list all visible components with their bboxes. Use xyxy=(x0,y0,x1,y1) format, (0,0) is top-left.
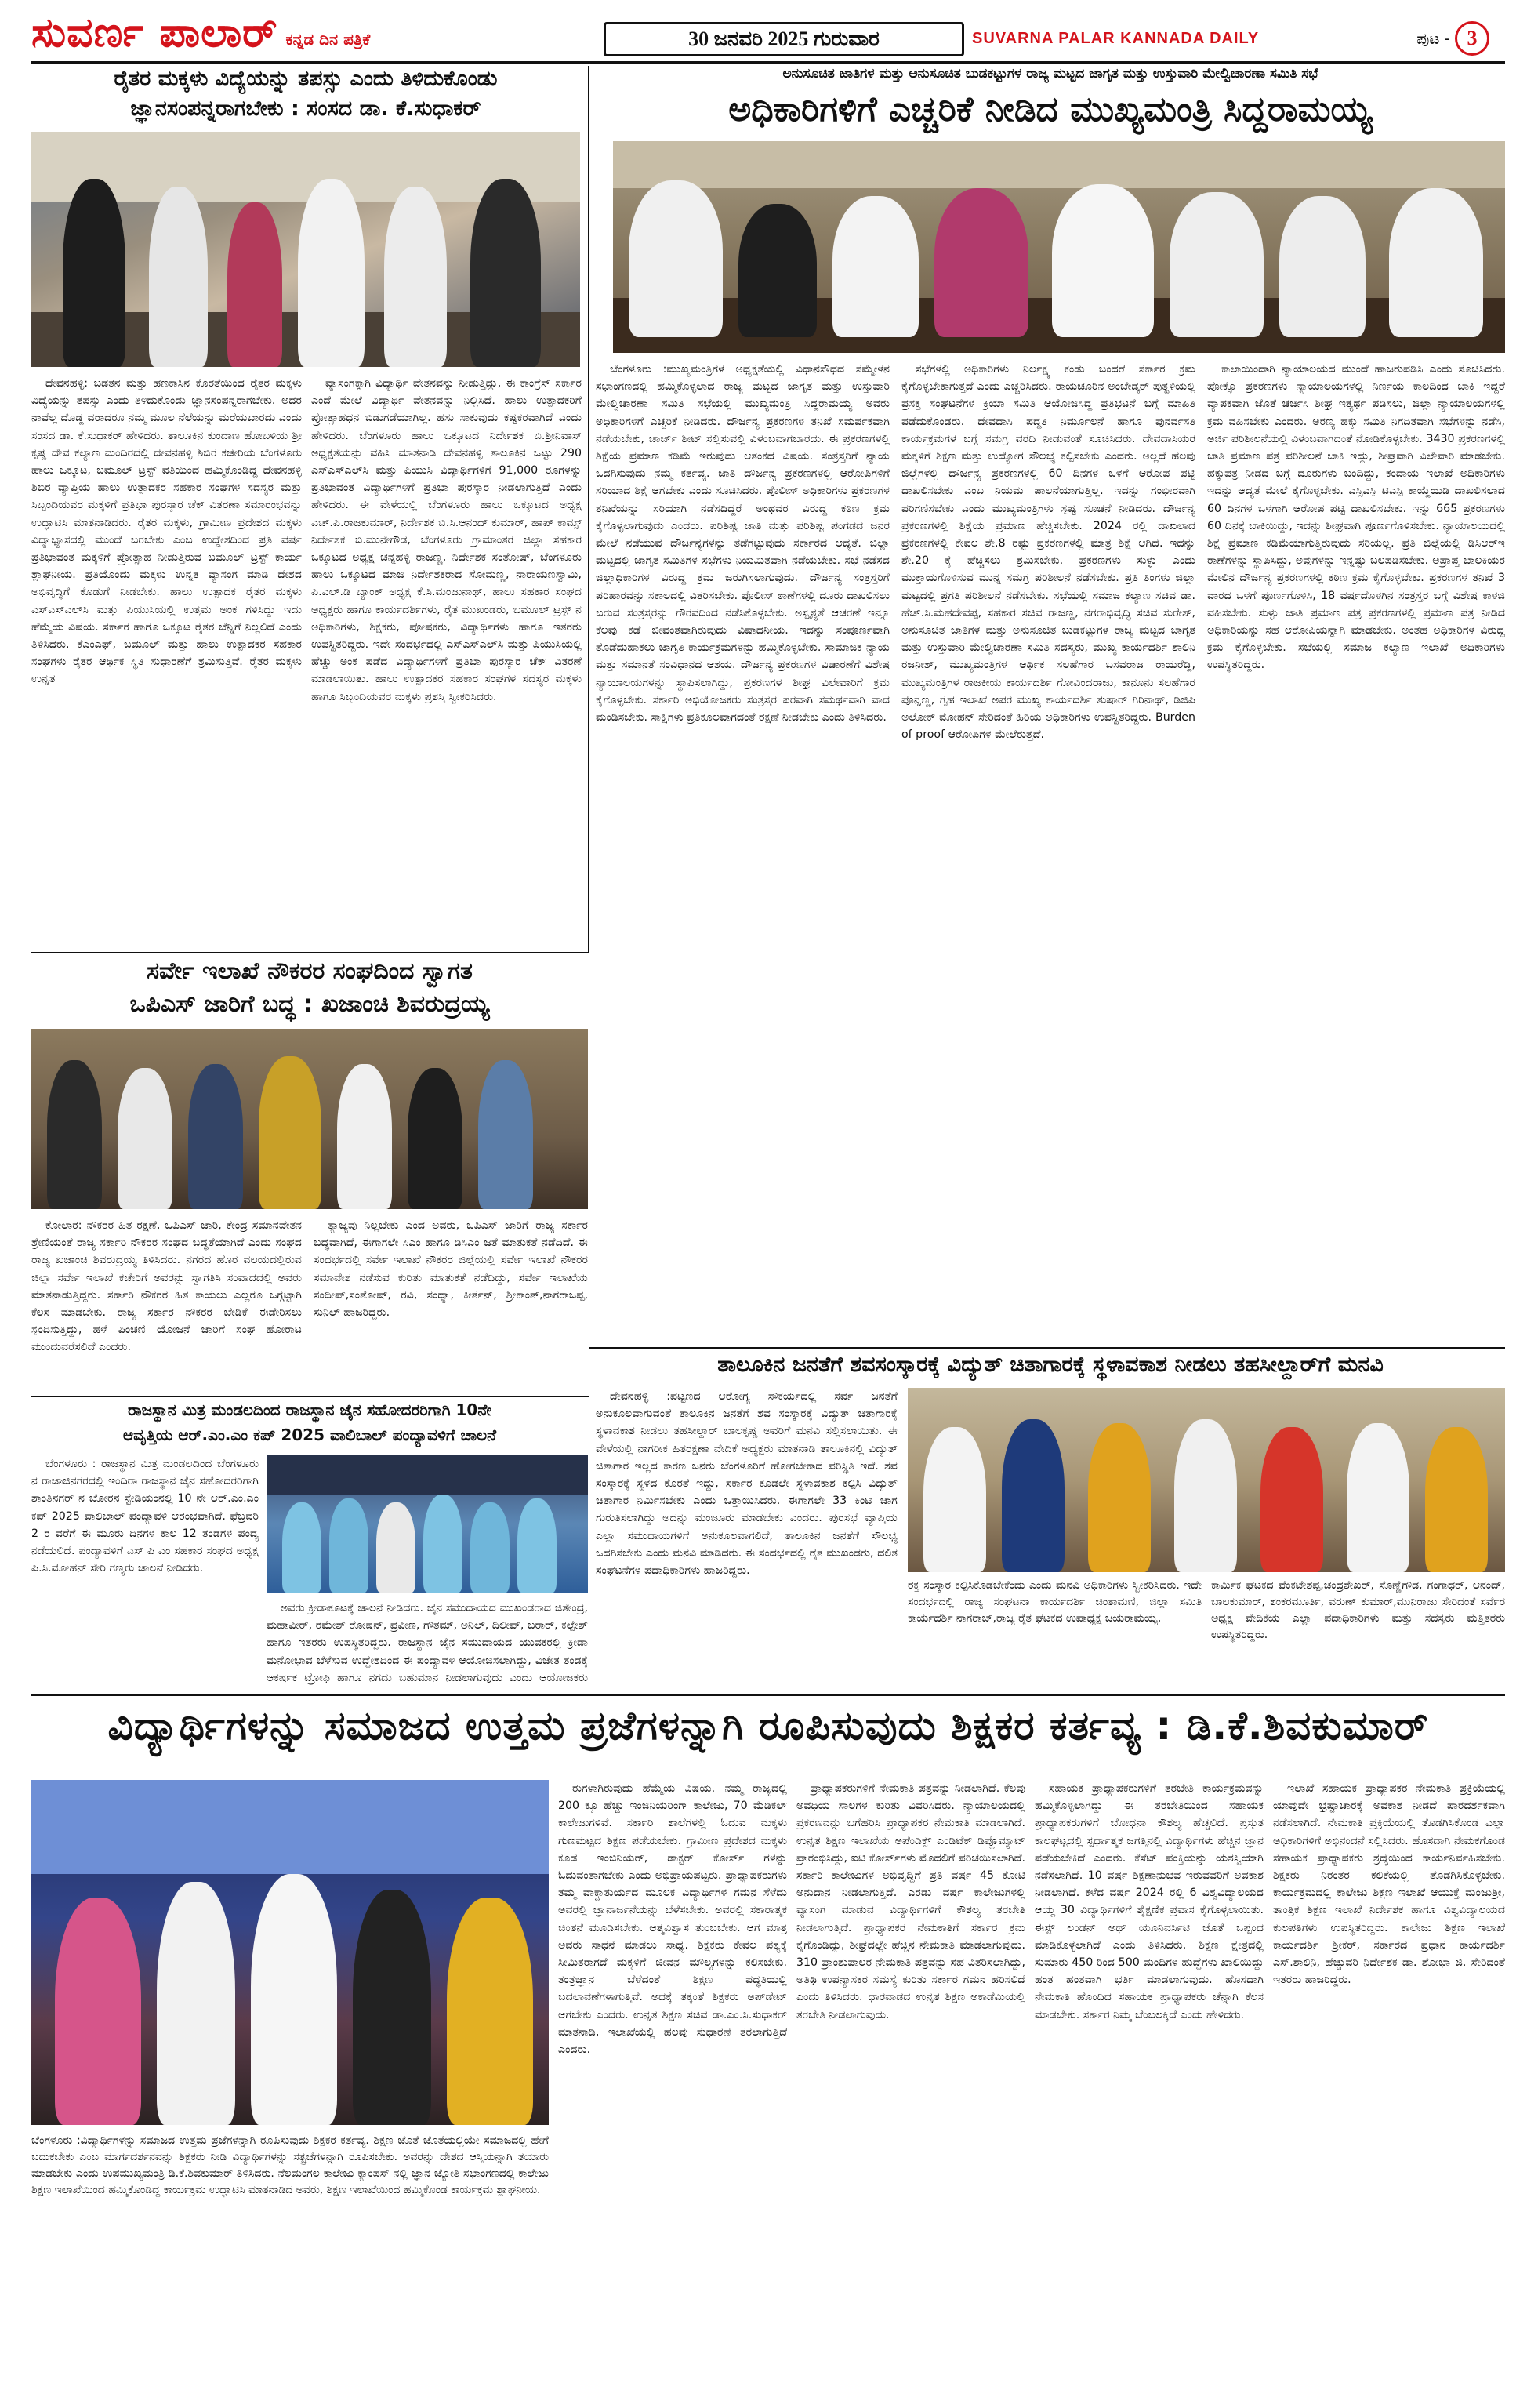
story1-photo xyxy=(31,132,580,367)
story6-photo xyxy=(31,1780,549,2125)
story4-photo xyxy=(267,1455,588,1593)
section-rule xyxy=(31,1396,589,1397)
story1-column-2: ವ್ಯಾಸಂಗಕ್ಕಾಗಿ ವಿದ್ಯಾರ್ಥಿ ವೇತನವನ್ನು ನೀಡುತ್ತಿದ್ದು, ಈ ಕಾಂಗ್ರೆಸ್ ಸರ್ಕಾರ ಎಂದೆ ಮೇಲೆ ವಿದ್ಯಾರ್ಥಿ ವೇತನವನ್ನು ನಿಲ್ಲಿಸಿದೆ. ಹಾಲು ಉತ್ಪಾದಕರಿಗೆ ಪ್ರೋತ್ಸಾಹಧನ ಬಿಡುಗಡೆಯಾಗಿಲ್ಲ. ಹಸು ಸಾಕುವುದು ಕಷ್ಟಕರವಾಗಿದೆ ಎಂದು ಹೇಳಿದರು. ಬೆಂಗಳೂರು ಹಾಲು ಒಕ್ಕೂಟದ ನಿರ್ದೇಶಕ ಬಿ.ಶ್ರೀನಿವಾಸ್ ಅಧ್ಯಕ್ಷತೆಯನ್ನು ವಹಿಸಿ ಮಾತನಾಡಿ ದೇವನಹಳ್ಳಿ ತಾಲೂಕಿನ ಒಟ್ಟು 290 ಎಸ್ಎಸ್ಎಲ್‌ಸಿ ಮತ್ತು ಪಿಯುಸಿ ವಿದ್ಯಾರ್ಥಿಗಳಿಗೆ 91,000 ರೂಗಳನ್ನು ಪ್ರತಿಭಾವಂತ ವಿದ್ಯಾರ್ಥಿಗಳಿಗೆ ಪ್ರತಿಭಾ ಪುರಸ್ಕಾರ ನೀಡಲಾಗುತ್ತಿದೆ ಎಂದು ಹೇಳಿದರು. ಈ ವೇಳೆಯಲ್ಲಿ ಬೆಂಗಳೂರು ಹಾಲು ಒಕ್ಕೂಟದ ಅಧ್ಯಕ್ಷ ಎಚ್.ಪಿ.ರಾಜಕುಮಾರ್, ನಿರ್ದೇಶಕ ಬಿ.ಸಿ.ಆನಂದ್ ಕುಮಾರ್, ಹಾಪ್ ಕಾಮ್ಸ್ ನಿರ್ದೇಶಕ ಬಿ.ಮುನೇಗೌಡ, ಬೆಂಗಳೂರು ಗ್ರಾಮಾಂತರ ಜಿಲ್ಲಾ ಸಹಕಾರ ಒಕ್ಕೂಟದ ಅಧ್ಯಕ್ಷ ಚನ್ನಹಳ್ಳಿ ರಾಜಣ್ಣ, ನಿರ್ದೇಶಕ ಸಂತೋಷ್, ಬೆಂಗಳೂರು ಹಾಲು ಒಕ್ಕೂಟದ ಮಾಜಿ ನಿರ್ದೇಶಕರಾದ ಸೋಮಣ್ಣ, ನಾರಾಯಣಸ್ವಾಮಿ, ಪಿ.ಎಲ್.ಡಿ ಬ್ಯಾಂಕ್ ಅಧ್ಯಕ್ಷ ಕೆ.ಸಿ.ಮಂಜುನಾಥ್, ಹಾಲು ಸಹಕಾರ ಸಂಘದ ಅಧ್ಯಕ್ಷರು ಹಾಗೂ ಕಾರ್ಯದರ್ಶಿಗಳು, ರೈತ ಮುಖಂಡರು, ಬಮೂಲ್ ಟ್ರಸ್ಟ್ ನ ಅಧಿಕಾರಿಗಳು, ಶಿಕ್ಷಕರು, ಪೋಷಕರು, ವಿದ್ಯಾರ್ಥಿಗಳು ಹಾಗೂ ಇತರರು ಉಪಸ್ಥಿತರಿದ್ದರು. ಇದೇ ಸಂದರ್ಭದಲ್ಲಿ ಎಸ್ಎಸ್ಎಲ್‌ಸಿ ಮತ್ತು ಪಿಯುಸಿಯಲ್ಲಿ ಹೆಚ್ಚು ಅಂಕ ಪಡೆದ ವಿದ್ಯಾರ್ಥಿಗಳಿಗೆ ಪ್ರತಿಭಾ ಪುರಸ್ಕಾರ ಚೆಕ್ ವಿತರಣೆ ಮಾಡಲಾಯಿತು. ಹಾಲು ಉತ್ಪಾದಕರ ಸಹಕಾರ ಸಂಘಗಳ ಸದಸ್ಯರ ಮಕ್ಕಳು ಹಾಗೂ ಸಿಬ್ಬಂದಿಯವರ ಮಕ್ಕಳು ಪ್ರಶಸ್ತಿ ಸ್ವೀಕರಿಸಿದರು. xyxy=(311,377,582,703)
story6-column-1: ರುಗಳಾಗಿರುವುದು ಹೆಮ್ಮೆಯ ವಿಷಯ. ನಮ್ಮ ರಾಜ್ಯದಲ್ಲಿ 200 ಕ್ಕೂ ಹೆಚ್ಚು ಇಂಜಿನಿಯರಿಂಗ್ ಕಾಲೇಜು, 70 ಮೆಡಿಕಲ್ ಕಾಲೇಜುಗಳಿವೆ. ಸರ್ಕಾರಿ ಶಾಲೆಗಳಲ್ಲಿ ಓದುವ ಮಕ್ಕಳು ಗುಣಮಟ್ಟದ ಶಿಕ್ಷಣ ಪಡೆಯಬೇಕು. ಗ್ರಾಮೀಣ ಪ್ರದೇಶದ ಮಕ್ಕಳು ಕೂಡ ಇಂಜಿನಿಯರ್, ಡಾಕ್ಟರ್ ಕೋರ್ಸ್ ಗಳನ್ನು ಓದುವಂತಾಗಬೇಕು ಎಂದು ಅಭಿಪ್ರಾಯಪಟ್ಟರು. ಪ್ರಾಧ್ಯಾಪಕರುಗಳು ತಮ್ಮ ವಾಕ್ಚಾತುರ್ಯದ ಮೂಲಕ ವಿದ್ಯಾರ್ಥಿಗಳ ಗಮನ ಸೆಳೆದು ಅವರಲ್ಲಿ ಜ್ಞಾನಾರ್ಜನೆಯನ್ನು ಬೆಳೆಸಬೇಕು. ಅವರಲ್ಲಿ ಸಕಾರಾತ್ಮಕ ಚಿಂತನೆ ಮೂಡಿಸಬೇಕು. ಆತ್ಮವಿಶ್ವಾಸ ತುಂಬಬೇಕು. ಆಗ ಮಾತ್ರ ಅವರು ಸಾಧನೆ ಮಾಡಲು ಸಾಧ್ಯ. ಶಿಕ್ಷಕರು ಕೇವಲ ಪಠ್ಯಕ್ಕೆ ಸೀಮಿತರಾಗದೆ ಮಕ್ಕಳಿಗೆ ಜೀವನ ಮೌಲ್ಯಗಳನ್ನು ಕಲಿಸಬೇಕು. ತಂತ್ರಜ್ಞಾನ ಬೆಳೆದಂತೆ ಶಿಕ್ಷಣ ಪದ್ಧತಿಯಲ್ಲಿ ಬದಲಾವಣೆಗಳಾಗುತ್ತಿವೆ. ಅದಕ್ಕೆ ತಕ್ಕಂತೆ ಶಿಕ್ಷಕರು ಅಪ್‌ಡೇಟ್ ಆಗಬೇಕು ಎಂದರು. ಉನ್ನತ ಶಿಕ್ಷಣ ಸಚಿವ ಡಾ.ಎಂ.ಸಿ.ಸುಧಾಕರ್ ಮಾತನಾಡಿ, ಇಲಾಖೆಯಲ್ಲಿ ಹಲವು ಸುಧಾರಣೆ ತರಲಾಗುತ್ತಿದೆ ಎಂದರು. xyxy=(558,1782,787,2057)
section-rule xyxy=(31,1694,1505,1696)
story4-headline-2: ಆವೃತ್ತಿಯ ಆರ್.ಎಂ.ಎಂ ಕಪ್ 2025 ವಾಲಿಬಾಲ್ ಪಂದ್ಯಾವಳಿಗೆ ಚಾಲನೆ xyxy=(122,1426,497,1444)
story3-column-1: ಕೋಲಾರ: ನೌಕರರ ಹಿತ ರಕ್ಷಣೆ, ಒಪಿಎಸ್ ಜಾರಿ, ಕೇಂದ್ರ ಸಮಾನವೇತನ ಶ್ರೇಣಿಯಂತೆ ರಾಜ್ಯ ಸರ್ಕಾರಿ ನೌಕರರ ಸಂಘದ ಬದ್ಧತೆಯಾಗಿದೆ ಎಂದು ಸಂಘದ ರಾಜ್ಯ ಖಜಾಂಚಿ ಶಿವರುದ್ರಯ್ಯ ತಿಳಿಸಿದರು. ನಗರದ ಹೊರ ವಲಯದಲ್ಲಿರುವ ಜಿಲ್ಲಾ ಸರ್ವೇ ಇಲಾಖೆ ಕಚೇರಿಗೆ ಅವರನ್ನು ಸ್ವಾಗತಿಸಿ ಸಂವಾದದಲ್ಲಿ ಅವರು ಮಾತನಾಡುತ್ತಿದ್ದರು. ಸರ್ಕಾರಿ ನೌಕರರ ಹಿತ ಕಾಯಲು ಎಲ್ಲರೂ ಒಗ್ಗಟ್ಟಾಗಿ ಕೆಲಸ ಮಾಡಬೇಕು. ರಾಜ್ಯ ಸರ್ಕಾರ ನೌಕರರ ಬೇಡಿಕೆ ಈಡೇರಿಸಲು ಸ್ಪಂದಿಸುತ್ತಿದ್ದು, ಹಳೆ ಪಿಂಚಣಿ ಯೋಜನೆ ಜಾರಿಗೆ ಸಂಘ ಹೋರಾಟ ಮುಂದುವರೆಸಲಿದೆ ಎಂದರು. xyxy=(31,1219,302,1354)
section-rule xyxy=(589,1347,1505,1349)
story2-photo xyxy=(613,141,1505,353)
story6-column-3: ಸಹಾಯಕ ಪ್ರಾಧ್ಯಾಪಕರುಗಳಿಗೆ ತರಬೇತಿ ಕಾರ್ಯಕ್ರಮವನ್ನು ಹಮ್ಮಿಕೊಳ್ಳಲಾಗಿದ್ದು ಈ ತರಬೇತಿಯಿಂದ ಸಹಾಯಕ ಪ್ರಾಧ್ಯಾಪಕರುಗಳಿಗೆ ಬೋಧನಾ ಕೌಶಲ್ಯ ಹೆಚ್ಚಲಿದೆ. ಪ್ರಸ್ತುತ ಕಾಲಘಟ್ಟದಲ್ಲಿ ಸ್ಪರ್ಧಾತ್ಮಕ ಜಗತ್ತಿನಲ್ಲಿ ವಿದ್ಯಾರ್ಥಿಗಳು ಹೆಚ್ಚಿನ ಜ್ಞಾನ ಪಡೆಯಬೇಕಿದೆ ಎಂದರು. ಕೆಸೆಟ್ ಪಂಕ್ತಿಯನ್ನು ಯಶಸ್ವಿಯಾಗಿ ನಡೆಸಲಾಗಿದೆ. 10 ವರ್ಷ ಶಿಕ್ಷಣಾನುಭವ ಇರುವವರಿಗೆ ಅವಕಾಶ ನೀಡಲಾಗಿದೆ. ಕಳೆದ ವರ್ಷ 2024 ರಲ್ಲಿ 6 ವಿಶ್ವವಿದ್ಯಾಲಯದ ಆಯ್ದ 30 ವಿದ್ಯಾರ್ಥಿಗಳಿಗೆ ಶೈಕ್ಷಣಿಕ ಪ್ರವಾಸ ಕೈಗೊಳ್ಳಲಾಯಿತು. ಈಸ್ಟ್ ಲಂಡನ್ ಅಥ್ ಯೂನಿವರ್ಸಿಟಿ ಜೊತೆ ಒಪ್ಪಂದ ಮಾಡಿಕೊಳ್ಳಲಾಗಿದೆ ಎಂದು ತಿಳಿಸಿದರು. ಶಿಕ್ಷಣ ಕ್ಷೇತ್ರದಲ್ಲಿ ಸುಮಾರು 450 ರಿಂದ 500 ಮಂದಿಗಳ ಹುದ್ದೆಗಳು ಖಾಲಿಯಿದ್ದು ಹಂತ ಹಂತವಾಗಿ ಭರ್ತಿ ಮಾಡಲಾಗುವುದು. ಹೊಸದಾಗಿ ನೇಮಕಾತಿ ಹೊಂದಿದ ಸಹಾಯಕ ಪ್ರಾಧ್ಯಾಪಕರು ಚೆನ್ನಾಗಿ ಕೆಲಸ ಮಾಡಬೇಕು. ಸರ್ಕಾರ ನಿಮ್ಮ ಬೆಂಬಲಕ್ಕಿದೆ ಎಂದು ಹೇಳಿದರು. xyxy=(1035,1782,1264,2021)
story2-column-2: ಸಭೆಗಳಲ್ಲಿ ಅಧಿಕಾರಿಗಳು ನಿರ್ಲಕ್ಷ್ಯ ಕಂಡು ಬಂದರೆ ಸರ್ಕಾರ ಕ್ರಮ ಕೈಗೊಳ್ಳಬೇಕಾಗುತ್ತದೆ ಎಂದು ಎಚ್ಚರಿಸಿದರು. ರಾಯಚೂರಿನ ಅಂಬೇಡ್ಕರ್ ಪುತ್ಥಳಿಯಲ್ಲಿ ಪ್ರಸಕ್ತ ಸಂಘಟನೆಗಳ ಕ್ರಿಯಾ ಸಮಿತಿ ಆಯೋಜಿಸಿದ್ದ ಪ್ರತಿಭಟನೆ ಬಗ್ಗೆ ಮಾಹಿತಿ ಪಡೆದುಕೊಂಡರು. ದೇವದಾಸಿ ಪದ್ಧತಿ ನಿರ್ಮೂಲನೆ ಹಾಗೂ ಪುನರ್ವಸತಿ ಕಾರ್ಯಕ್ರಮಗಳ ಬಗ್ಗೆ ಸಮಗ್ರ ವರದಿ ನೀಡುವಂತೆ ಸೂಚಿಸಿದರು. ದೇವದಾಸಿಯರ ಮಕ್ಕಳಿಗೆ ಶಿಕ್ಷಣ ಮತ್ತು ಉದ್ಯೋಗ ಸೌಲಭ್ಯ ಕಲ್ಪಿಸಬೇಕು ಎಂದರು. ಅಲ್ಲದೆ ಹಲವು ಜಿಲ್ಲೆಗಳಲ್ಲಿ ದೌರ್ಜನ್ಯ ಪ್ರಕರಣಗಳಲ್ಲಿ 60 ದಿನಗಳ ಒಳಗೆ ಆರೋಪ ಪಟ್ಟಿ ದಾಖಲಿಸಬೇಕು ಎಂಬ ನಿಯಮ ಪಾಲನೆಯಾಗುತ್ತಿಲ್ಲ. ಇದನ್ನು ಗಂಭೀರವಾಗಿ ಪರಿಗಣಿಸಬೇಕು ಎಂದು ಮುಖ್ಯಮಂತ್ರಿಗಳು ಸ್ಪಷ್ಟ ಸೂಚನೆ ನೀಡಿದರು. ದೌರ್ಜನ್ಯ ಪ್ರಕರಣಗಳಲ್ಲಿ ಶಿಕ್ಷೆಯ ಪ್ರಮಾಣ ಹೆಚ್ಚಿಸಬೇಕು. 2024 ರಲ್ಲಿ ದಾಖಲಾದ ಪ್ರಕರಣಗಳಲ್ಲಿ ಕೇವಲ ಶೇ.8 ರಷ್ಟು ಪ್ರಕರಣಗಳಲ್ಲಿ ಮಾತ್ರ ಶಿಕ್ಷೆ ಆಗಿದೆ. ಇದನ್ನು ಶೇ.20 ಕ್ಕೆ ಹೆಚ್ಚಿಸಲು ಶ್ರಮಿಸಬೇಕು. ಪ್ರಕರಣಗಳು ಸುಳ್ಳು ಎಂದು ಮುಕ್ತಾಯಗೊಳಿಸುವ ಮುನ್ನ ಸಮಗ್ರ ಪರಿಶೀಲನೆ ನಡೆಸಬೇಕು. ಪ್ರತಿ ತಿಂಗಳು ಜಿಲ್ಲಾ ಮಟ್ಟದಲ್ಲಿ ಪ್ರಗತಿ ಪರಿಶೀಲನೆ ನಡೆಸಬೇಕು. ಸಭೆಯಲ್ಲಿ ಸಮಾಜ ಕಲ್ಯಾಣ ಸಚಿವ ಡಾ. ಹೆಚ್.ಸಿ.ಮಹದೇವಪ್ಪ, ಸಹಕಾರ ಸಚಿವ ರಾಜಣ್ಣ, ನಗರಾಭಿವೃದ್ಧಿ ಸಚಿವ ಸುರೇಶ್, ಅನುಸೂಚಿತ ಜಾತಿಗಳ ಮತ್ತು ಅನುಸೂಚಿತ ಬುಡಕಟ್ಟುಗಳ ರಾಜ್ಯ ಮಟ್ಟದ ಜಾಗೃತ ಮತ್ತು ಉಸ್ತುವಾರಿ ಮೇಲ್ವಿಚಾರಣಾ ಸಮಿತಿ ಸದಸ್ಯರು, ಮುಖ್ಯ ಕಾರ್ಯದರ್ಶಿ ಶಾಲಿನಿ ರಜನೀಶ್, ಮುಖ್ಯಮಂತ್ರಿಗಳ ಆರ್ಥಿಕ ಸಲಹೆಗಾರ ಬಸವರಾಜ ರಾಯರೆಡ್ಡಿ, ಮುಖ್ಯಮಂತ್ರಿಗಳ ರಾಜಕೀಯ ಕಾರ್ಯದರ್ಶಿ ಗೋವಿಂದರಾಜು, ಕಾನೂನು ಸಲಹೆಗಾರ ಪೊನ್ನಣ್ಣ, ಗೃಹ ಇಲಾಖೆ ಅಪರ ಮುಖ್ಯ ಕಾರ್ಯದರ್ಶಿ ತುಷಾರ್ ಗಿರಿನಾಥ್, ಡಿಜಿಪಿ ಅಲೋಕ್ ಮೋಹನ್ ಸೇರಿದಂತೆ ಹಿರಿಯ ಅಧಿಕಾರಿಗಳು ಉಪಸ್ಥಿತರಿದ್ದರು. Burden of proof ಆರೋಪಿಗಳ ಮೇಲೆರುತ್ತದೆ. xyxy=(901,363,1195,742)
story1-headline-2: ಜ್ಞಾನಸಂಪನ್ನರಾಗಬೇಕು : ಸಂಸದ ಡಾ. ಕೆ.ಸುಧಾಕರ್ xyxy=(130,96,481,121)
story2-headline: ಅಧಿಕಾರಿಗಳಿಗೆ ಎಚ್ಚರಿಕೆ ನೀಡಿದ ಮುಖ್ಯಮಂತ್ರಿ ಸಿದ್ದರಾಮಯ್ಯ xyxy=(728,89,1373,129)
story1-headline-1: ರೈತರ ಮಕ್ಕಳು ವಿದ್ಯೆಯನ್ನು ತಪಸ್ಸು ಎಂದು ತಿಳಿದುಕೊಂಡು xyxy=(114,67,498,91)
story3-column-2: ತ್ಯಾಜ್ಯವು ನಿಲ್ಲಬೇಕು ಎಂದ ಅವರು, ಒಪಿಎಸ್ ಜಾರಿಗೆ ರಾಜ್ಯ ಸರ್ಕಾರ ಬದ್ಧವಾಗಿದೆ, ಈಗಾಗಲೇ ಸಿಎಂ ಹಾಗೂ ಡಿಸಿಎಂ ಜತೆ ಮಾತುಕತೆ ನಡೆದಿದೆ. ಈ ಸಂದರ್ಭದಲ್ಲಿ ಸರ್ವೇ ಇಲಾಖೆ ನೌಕರರ ಜಿಲ್ಲೆಯಲ್ಲಿ ಸರ್ವೇ ಇಲಾಖೆ ನೌಕರರ ಸಮಾವೇಶ ನಡೆಸುವ ಕುರಿತು ಮಾತುಕತೆ ನಡೆದಿದ್ದು, ಸರ್ವೇ ಇಲಾಖೆಯ ಸಂದೀಪ್,ಸಂತೋಷ್, ರವಿ, ಸಂಧ್ಯಾ, ಕೀರ್ತನ್, ಶ್ರೀಕಾಂತ್,ನಾಗರಾಜಪ್ಪ, ಸುನಿಲ್ ಹಾಜರಿದ್ದರು. xyxy=(314,1219,588,1320)
newspaper-name: ಸುವರ್ಣ ಪಾಲಾರ್ xyxy=(31,9,278,56)
story3-photo xyxy=(31,1029,588,1209)
story5-column-2: ಕಾರ್ಮಿಕ ಘಟಕದ ವೆಂಕಟೇಶಪ್ಪ,ಚಂದ್ರಶೇಖರ್, ಸೊಣ್ಣೆಗೌಡ, ಗಂಗಾಧರ್, ಆನಂದ್, ಬಾಲಕುಮಾರ್, ಶಂಕರಮೂರ್ತಿ, ವರುಣ್ ಕುಮಾರ್,ಮುನಿರಾಜು ಸೇರಿದಂತೆ ಸರ್ವೆರ ಅಧ್ಯಕ್ಷ ವೇದಿಕೆಯ ಎಲ್ಲಾ ಪದಾಧಿಕಾರಿಗಳು ಮತ್ತು ಸದಸ್ಯರು ಮತ್ತಿತರರು ಉಪಸ್ಥಿತರಿದ್ದರು. xyxy=(1211,1579,1505,1641)
story4-headline-1: ರಾಜಸ್ಥಾನ ಮಿತ್ರ ಮಂಡಲದಿಂದ ರಾಜಸ್ಥಾನ ಜೈನ ಸಹೋದರರಿಗಾಗಿ 10ನೇ xyxy=(127,1400,492,1419)
masthead xyxy=(31,6,415,56)
story3-headline-1: ಸರ್ವೇ ಇಲಾಖೆ ನೌಕರರ ಸಂಘದಿಂದ ಸ್ವಾಗತ xyxy=(147,957,473,985)
story2-kicker: ಅನುಸೂಚಿತ ಜಾತಿಗಳ ಮತ್ತು ಅನುಸೂಚಿತ ಬುಡಕಟ್ಟುಗಳ ರಾಜ್ಯ ಮಟ್ಟದ ಜಾಗೃತ ಮತ್ತು ಉಸ್ತುವಾರಿ ಮೇಲ್ವಿಚಾರಣಾ ಸಮಿತಿ ಸಭೆ xyxy=(782,66,1318,82)
story6-column-2: ಪ್ರಾಧ್ಯಾಪಕರುಗಳಿಗೆ ನೇಮಕಾತಿ ಪತ್ರವನ್ನು ನೀಡಲಾಗಿದೆ. ಕೆಲವು ಅವಧಿಯ ಸಾಲಗಳ ಕುರಿತು ವಿವರಿಸಿದರು. ನ್ಯಾಯಾಲಯದಲ್ಲಿ ಪ್ರಕರಣವನ್ನು ಬಗೆಹರಿಸಿ ಪ್ರಾಧ್ಯಾಪಕರ ನೇಮಕಾತಿ ಮಾಡಲಾಗಿದೆ. ಉನ್ನತ ಶಿಕ್ಷಣ ಇಲಾಖೆಯ ಅಪೆಂಡಿಕ್ಸ್ ಎಂಡಿಟೆಕ್ ಡಿಪ್ಲೊಮ್ಯಾಟ್ ಪ್ರಾರಂಭಿಸಿದ್ದು, ಐಟಿ ಕೋರ್ಸ್‌ಗಳು ಮೊದಲಿಗೆ ಪರಿಚಯಿಸಲಾಗಿದೆ. ಸರ್ಕಾರಿ ಕಾಲೇಜುಗಳ ಅಭಿವೃದ್ಧಿಗೆ ಪ್ರತಿ ವರ್ಷ 45 ಕೋಟಿ ಅನುದಾನ ನೀಡಲಾಗುತ್ತಿದೆ. ಎರಡು ವರ್ಷ ಕಾಲೇಜುಗಳಲ್ಲಿ ವ್ಯಾಸಂಗ ಮಾಡುವ ವಿದ್ಯಾರ್ಥಿಗಳಿಗೆ ಕೌಶಲ್ಯ ತರಬೇತಿ ನೀಡಲಾಗುತ್ತಿದೆ. ಪ್ರಾಧ್ಯಾಪಕರ ನೇಮಕಾತಿಗೆ ಸರ್ಕಾರ ಕ್ರಮ ಕೈಗೊಂಡಿದ್ದು, ಶೀಘ್ರದಲ್ಲೇ ಹೆಚ್ಚಿನ ನೇಮಕಾತಿ ಮಾಡಲಾಗುವುದು. 310 ಪ್ರಾಂಶುಪಾಲರ ನೇಮಕಾತಿ ಪತ್ರವನ್ನು ಸಹ ವಿತರಿಸಲಾಗಿದ್ದು, ಅತಿಥಿ ಉಪನ್ಯಾಸಕರ ಸಮಸ್ಯೆ ಕುರಿತು ಸರ್ಕಾರ ಗಮನ ಹರಿಸಲಿದೆ ಎಂದು ತಿಳಿಸಿದರು. ಧಾರವಾಡದ ಉನ್ನತ ಶಿಕ್ಷಣ ಅಕಾಡೆಮಿಯಲ್ಲಿ ತರಬೇತಿ ನೀಡಲಾಗುವುದು. xyxy=(796,1782,1025,2021)
story2-column-1: ಬೆಂಗಳೂರು :ಮುಖ್ಯಮಂತ್ರಿಗಳ ಅಧ್ಯಕ್ಷತೆಯಲ್ಲಿ ವಿಧಾನಸೌಧದ ಸಮ್ಮೇಳನ ಸಭಾಂಗಣದಲ್ಲಿ ಹಮ್ಮಿಕೊಳ್ಳಲಾದ ರಾಜ್ಯ ಮಟ್ಟದ ಜಾಗೃತ ಮತ್ತು ಉಸ್ತುವಾರಿ ಮೇಲ್ವಿಚಾರಣಾ ಸಮಿತಿ ಸಭೆಯಲ್ಲಿ ಮುಖ್ಯಮಂತ್ರಿ ಸಿದ್ದರಾಮಯ್ಯ ಅವರು ಅಧಿಕಾರಿಗಳಿಗೆ ಎಚ್ಚರಿಕೆ ನೀಡಿದರು. ದೌರ್ಜನ್ಯ ಪ್ರಕರಣಗಳ ತನಿಖೆ ಸಮರ್ಪಕವಾಗಿ ನಡೆಯಬೇಕು, ಚಾರ್ಜ್ ಶೀಟ್ ಸಲ್ಲಿಸುವಲ್ಲಿ ವಿಳಂಬವಾಗಬಾರದು. ಈ ಪ್ರಕರಣಗಳಲ್ಲಿ ಶಿಕ್ಷೆಯ ಪ್ರಮಾಣ ಕಡಿಮೆ ಇರುವುದು ಆತಂಕದ ವಿಷಯ. ಸಂತ್ರಸ್ತರಿಗೆ ನ್ಯಾಯ ಒದಗಿಸುವುದು ನಮ್ಮ ಕರ್ತವ್ಯ. ಜಾತಿ ದೌರ್ಜನ್ಯ ಪ್ರಕರಣಗಳಲ್ಲಿ ಆರೋಪಿಗಳಿಗೆ ಸರಿಯಾದ ಶಿಕ್ಷೆ ಆಗಬೇಕು ಎಂದು ಸೂಚಿಸಿದರು. ಪೊಲೀಸ್ ಅಧಿಕಾರಿಗಳು ಪ್ರಕರಣಗಳ ತನಿಖೆಯನ್ನು ಸರಿಯಾಗಿ ನಡೆಸದಿದ್ದರೆ ಅಂಥವರ ವಿರುದ್ಧ ಕಠಿಣ ಕ್ರಮ ಕೈಗೊಳ್ಳಲಾಗುವುದು ಎಂದರು. ಪರಿಶಿಷ್ಟ ಜಾತಿ ಮತ್ತು ಪರಿಶಿಷ್ಟ ಪಂಗಡದ ಜನರ ಮೇಲೆ ನಡೆಯುವ ದೌರ್ಜನ್ಯಗಳನ್ನು ತಡೆಗಟ್ಟುವುದು ಸರ್ಕಾರದ ಆದ್ಯತೆ. ಜಿಲ್ಲಾ ಮಟ್ಟದಲ್ಲಿ ಜಾಗೃತ ಸಮಿತಿಗಳ ಸಭೆಗಳು ನಿಯಮಿತವಾಗಿ ನಡೆಯಬೇಕು. ಸಭೆ ನಡೆಸದ ಜಿಲ್ಲಾಧಿಕಾರಿಗಳ ವಿರುದ್ಧ ಕ್ರಮ ಜರುಗಿಸಲಾಗುವುದು. ದೌರ್ಜನ್ಯ ಸಂತ್ರಸ್ತರಿಗೆ ಪರಿಹಾರವನ್ನು ಸಕಾಲದಲ್ಲಿ ವಿತರಿಸಬೇಕು. ಪೊಲೀಸ್ ಠಾಣೆಗಳಲ್ಲಿ ದೂರು ದಾಖಲಿಸಲು ಬರುವ ಸಂತ್ರಸ್ತರನ್ನು ಗೌರವದಿಂದ ನಡೆಸಿಕೊಳ್ಳಬೇಕು. ಅಸ್ಪೃಶ್ಯತೆ ಆಚರಣೆ ಇನ್ನೂ ಕೆಲವು ಕಡೆ ಜೀವಂತವಾಗಿರುವುದು ವಿಷಾದನೀಯ. ಇದನ್ನು ಸಂಪೂರ್ಣವಾಗಿ ತೊಡೆದುಹಾಕಲು ಜಾಗೃತಿ ಕಾರ್ಯಕ್ರಮಗಳನ್ನು ಹಮ್ಮಿಕೊಳ್ಳಬೇಕು. ಸಾಮಾಜಿಕ ನ್ಯಾಯ ಮತ್ತು ಸಮಾನತೆ ಸಂವಿಧಾನದ ಆಶಯ. ದೌರ್ಜನ್ಯ ಪ್ರಕರಣಗಳ ವಿಚಾರಣೆಗೆ ವಿಶೇಷ ನ್ಯಾಯಾಲಯಗಳನ್ನು ಸ್ಥಾಪಿಸಲಾಗಿದ್ದು, ಪ್ರಕರಣಗಳ ಶೀಘ್ರ ವಿಲೇವಾರಿಗೆ ಕ್ರಮ ಕೈಗೊಳ್ಳಬೇಕು. ಸರ್ಕಾರಿ ಅಭಿಯೋಜಕರು ಸಂತ್ರಸ್ತರ ಪರವಾಗಿ ಸಮರ್ಥವಾಗಿ ವಾದ ಮಂಡಿಸಬೇಕು. ಸಾಕ್ಷಿಗಳು ಪ್ರತಿಕೂಲವಾಗದಂತೆ ರಕ್ಷಣೆ ನೀಡಬೇಕು ಎಂದು ತಿಳಿಸಿದರು. xyxy=(596,363,890,725)
story5-column-1: ದೇವನಹಳ್ಳಿ :ಪಟ್ಟಣದ ಆರೋಗ್ಯ ಸೌಕರ್ಯದಲ್ಲಿ ಸರ್ವ ಜನತೆಗೆ ಅನುಕೂಲವಾಗುವಂತೆ ತಾಲೂಕಿನ ಜನತೆಗೆ ಶವ ಸಂಸ್ಕಾರಕ್ಕೆ ವಿದ್ಯುತ್ ಚಿತಾಗಾರಕ್ಕೆ ಸ್ಥಳಾವಕಾಶ ನೀಡಲು ತಹಸೀಲ್ದಾರ್ ಬಾಲಕೃಷ್ಣ ಅವರಿಗೆ ಮನವಿ ಸಲ್ಲಿಸಲಾಯಿತು. ಈ ವೇಳೆಯಲ್ಲಿ ನಾಗರೀಕ ಹಿತರಕ್ಷಣಾ ವೇದಿಕೆ ಅಧ್ಯಕ್ಷರು ಮಾತನಾಡಿ ತಾಲೂಕಿನಲ್ಲಿ ವಿದ್ಯುತ್ ಚಿತಾಗಾರ ಇಲ್ಲದ ಕಾರಣ ಜನರು ಬೆಂಗಳೂರಿಗೆ ಹೋಗಬೇಕಾದ ಪರಿಸ್ಥಿತಿ ಇದೆ. ಶವ ಸಂಸ್ಕಾರಕ್ಕೆ ಸ್ಥಳದ ಕೊರತೆ ಇದ್ದು, ಸರ್ಕಾರ ಕೂಡಲೇ ಸ್ಥಳಾವಕಾಶ ಕಲ್ಪಿಸಿ ವಿದ್ಯುತ್ ಚಿತಾಗಾರ ನಿರ್ಮಿಸಬೇಕು ಎಂದು ಒತ್ತಾಯಿಸಿದರು. ಈಗಾಗಲೇ 33 ಕಿಂಟಿ ಜಾಗ ಗುರುತಿಸಲಾಗಿದ್ದು ಅದನ್ನು ಮಂಜೂರು ಮಾಡಬೇಕು ಎಂದರು. ಪುರಸಭೆ ವ್ಯಾಪ್ತಿಯ ಎಲ್ಲಾ ಸಮುದಾಯಗಳಿಗೆ ಅನುಕೂಲವಾಗಲಿದೆ, ತಾಲೂಕಿನ ಜನತೆಗೆ ಸೌಲಭ್ಯ ಒದಗಿಸಬೇಕು ಎಂದು ಮನವಿ ಮಾಡಿದರು. ಈ ಸಂದರ್ಭದಲ್ಲಿ ರೈತ ಮುಖಂಡರು, ದಲಿತ ಸಂಘಟನೆಗಳ ಪದಾಧಿಕಾರಿಗಳು ಹಾಜರಿದ್ದರು. xyxy=(596,1390,898,1578)
page-number: 3 xyxy=(1455,21,1489,56)
newspaper-tagline: ಕನ್ನಡ ದಿನ ಪತ್ರಿಕೆ xyxy=(285,30,371,49)
story6-lead: ಬೆಂಗಳೂರು :ವಿದ್ಯಾರ್ಥಿಗಳನ್ನು ಸಮಾಜದ ಉತ್ತಮ ಪ್ರಜೆಗಳನ್ನಾಗಿ ರೂಪಿಸುವುದು ಶಿಕ್ಷಕರ ಕರ್ತವ್ಯ. ಶಿಕ್ಷಣ ಜೊತೆ ಜೊತೆಯಲ್ಲಿಯೇ ಸಮಾಜದಲ್ಲಿ ಹೇಗೆ ಬದುಕಬೇಕು ಎಂಬ ಮಾರ್ಗದರ್ಶನವನ್ನು ಶಿಕ್ಷಕರು ನೀಡಿ ವಿದ್ಯಾರ್ಥಿಗಳನ್ನು ಸತ್ಪ್ರಜೆಗಳನ್ನಾಗಿ ರೂಪಿಸಬೇಕು. ಅವರನ್ನು ದೇಶದ ಆಸ್ತಿಯನ್ನಾಗಿ ತಯಾರು ಮಾಡಬೇಕು ಎಂದು ಉಪಮುಖ್ಯಮಂತ್ರಿ ಡಿ.ಕೆ.ಶಿವಕುಮಾರ್ ತಿಳಿಸಿದರು. ನೆಲಮಂಗಲ ಕಾಲೇಜು ಕ್ಯಾಂಪಸ್ ನಲ್ಲಿ ಜ್ಞಾನ ಜ್ಯೋತಿ ಸಭಾಂಗಣದಲ್ಲಿ ಕಾಲೇಜು ಶಿಕ್ಷಣ ಇಲಾಖೆಯಿಂದ ಹಮ್ಮಿಕೊಂಡಿದ್ದ ಕಾರ್ಯಕ್ರಮ ಉದ್ಘಾಟಿಸಿ ಮಾತನಾಡಿದ ಅವರು, ಶಿಕ್ಷಣ ಇಲಾಖೆಯಿಂದ ಹಮ್ಮಿಕೊಂಡ ಕಾರ್ಯಕ್ರಮ ಶ್ಲಾಘನೀಯ. xyxy=(31,2134,549,2196)
page-label: ಪುಟ - xyxy=(1416,29,1450,48)
story6-headline: ವಿದ್ಯಾರ್ಥಿಗಳನ್ನು ಸಮಾಜದ ಉತ್ತಮ ಪ್ರಜೆಗಳನ್ನಾಗಿ ರೂಪಿಸುವುದು ಶಿಕ್ಷಕರ ಕರ್ತವ್ಯ : ಡಿ.ಕೆ.ಶಿವಕುಮಾರ್ xyxy=(107,1703,1429,1749)
section-rule xyxy=(31,952,589,953)
page-indicator xyxy=(1416,21,1489,56)
story3-headline-2: ಒಪಿಎಸ್ ಜಾರಿಗೆ ಬದ್ಧ : ಖಜಾಂಚಿ ಶಿವರುದ್ರಯ್ಯ xyxy=(129,990,490,1018)
story1-column-1: ದೇವನಹಳ್ಳಿ: ಬಡತನ ಮತ್ತು ಹಣಕಾಸಿನ ಕೊರತೆಯಿಂದ ರೈತರ ಮಕ್ಕಳು ವಿದ್ಯೆಯನ್ನು ತಪಸ್ಸು ಎಂದು ತಿಳಿದುಕೊಂಡು ಜ್ಞಾನಸಂಪನ್ನರಾಗಬೇಕು. ಅದರ ನಾವೆಲ್ಲ ದೊಡ್ಡ ವರಾದರೂ ನಮ್ಮ ಮೂಲ ನೆಲೆಯನ್ನು ಮರೆಯಬಾರದು ಎಂದು ಸಂಸದ ಡಾ. ಕೆ.ಸುಧಾಕರ್ ಹೇಳಿದರು. ತಾಲೂಕಿನ ಕುಂದಾಣ ಹೋಬಳಿಯ ಶ್ರೀ ಕೃಷ್ಣ ದೇವ ಕಲ್ಯಾಣ ಮಂದಿರದಲ್ಲಿ ದೇವನಹಳ್ಳಿ ಶಿಬಿರ ಕಚೇರಿಯ ಬೆಂಗಳೂರು ಹಾಲು ಒಕ್ಕೂಟ, ಬಮೂಲ್ ಟ್ರಸ್ಟ್ ವತಿಯಿಂದ ಹಮ್ಮಿಕೊಂಡಿದ್ದ ದೇವನಹಳ್ಳಿ ಶಿಬಿರ ವ್ಯಾಪ್ತಿಯ ಹಾಲು ಉತ್ಪಾದಕರ ಸಹಕಾರ ಸಂಘಗಳ ಸದಸ್ಯರ ಮತ್ತು ಸಿಬ್ಬಂದಿಯವರ ಮಕ್ಕಳಿಗೆ ಪ್ರತಿಭಾ ಪುರಸ್ಕಾರ ಚೆಕ್ ವಿತರಣಾ ಸಮಾರಂಭವನ್ನು ಉದ್ಘಾಟಿಸಿ ಮಾತನಾಡಿದರು. ರೈತರ ಮಕ್ಕಳು, ಗ್ರಾಮೀಣ ಪ್ರದೇಶದ ಮಕ್ಕಳು ವಿದ್ಯಾಭ್ಯಾಸದಲ್ಲಿ ಮುಂದೆ ಬರಬೇಕು ಎಂಬ ಉದ್ದೇಶದಿಂದ ಪ್ರತಿ ವರ್ಷ ಪ್ರತಿಭಾವಂತ ಮಕ್ಕಳಿಗೆ ಪ್ರೋತ್ಸಾಹ ನೀಡುತ್ತಿರುವ ಬಮೂಲ್ ಟ್ರಸ್ಟ್ ಕಾರ್ಯ ಶ್ಲಾಘನೀಯ. ಪ್ರತಿಯೊಂದು ಮಕ್ಕಳು ಉನ್ನತ ವ್ಯಾಸಂಗ ಮಾಡಿ ದೇಶದ ಅಭಿವೃದ್ಧಿಗೆ ಕೊಡುಗೆ ನೀಡಬೇಕು. ಹಾಲು ಉತ್ಪಾದಕ ರೈತರ ಮಕ್ಕಳು ಎಸ್ಎಸ್ಎಲ್‌ಸಿ ಮತ್ತು ಪಿಯುಸಿಯಲ್ಲಿ ಉತ್ತಮ ಅಂಕ ಗಳಿಸಿದ್ದು ಇದು ಹೆಮ್ಮೆಯ ವಿಷಯ. ಸರ್ಕಾರ ಹಾಗೂ ಒಕ್ಕೂಟ ರೈತರ ಬೆನ್ನಿಗೆ ನಿಲ್ಲಲಿದೆ ಎಂದು ತಿಳಿಸಿದರು. ಕೆಎಂಎಫ್, ಬಮೂಲ್ ಮತ್ತು ಹಾಲು ಉತ್ಪಾದಕರ ಸಹಕಾರ ಸಂಘಗಳು ರೈತರ ಆರ್ಥಿಕ ಸ್ಥಿತಿ ಸುಧಾರಣೆಗೆ ಶ್ರಮಿಸುತ್ತಿವೆ. ರೈತರ ಮಕ್ಕಳು ಉನ್ನತ xyxy=(31,377,302,686)
story5-photo xyxy=(908,1388,1505,1572)
masthead-right xyxy=(972,20,1489,56)
masthead-rule xyxy=(31,61,1505,64)
story6-column-4: ಇಲಾಖೆ ಸಹಾಯಕ ಪ್ರಾಧ್ಯಾಪಕರ ನೇಮಕಾತಿ ಪ್ರಕ್ರಿಯೆಯಲ್ಲಿ ಯಾವುದೇ ಭ್ರಷ್ಟಾಚಾರಕ್ಕೆ ಅವಕಾಶ ನೀಡದೆ ಪಾರದರ್ಶಕವಾಗಿ ನಡೆಸಲಾಗಿದೆ. ನೇಮಕಾತಿ ಪ್ರಕ್ರಿಯೆಯಲ್ಲಿ ತೊಡಗಿಸಿಕೊಂಡ ಎಲ್ಲಾ ಅಧಿಕಾರಿಗಳಿಗೆ ಅಭಿನಂದನೆ ಸಲ್ಲಿಸಿದರು. ಹೊಸದಾಗಿ ನೇಮಕಗೊಂಡ ಸಹಾಯಕ ಪ್ರಾಧ್ಯಾಪಕರು ಶ್ರದ್ಧೆಯಿಂದ ಕಾರ್ಯನಿರ್ವಹಿಸಬೇಕು. ಶಿಕ್ಷಕರು ನಿರಂತರ ಕಲಿಕೆಯಲ್ಲಿ ತೊಡಗಿಸಿಕೊಳ್ಳಬೇಕು. ಕಾರ್ಯಕ್ರಮದಲ್ಲಿ ಕಾಲೇಜು ಶಿಕ್ಷಣ ಇಲಾಖೆ ಆಯುಕ್ತೆ ಮಂಜುಶ್ರೀ, ತಾಂತ್ರಿಕ ಶಿಕ್ಷಣ ಇಲಾಖೆ ನಿರ್ದೇಶಕ ಹಾಗೂ ವಿಶ್ವವಿದ್ಯಾಲಯದ ಕುಲಪತಿಗಳು ಉಪಸ್ಥಿತರಿದ್ದರು. ಕಾಲೇಜು ಶಿಕ್ಷಣ ಇಲಾಖೆ ಕಾರ್ಯದರ್ಶಿ ಶ್ರೀಕರ್, ಸರ್ಕಾರದ ಪ್ರಧಾನ ಕಾರ್ಯದರ್ಶಿ ಎಸ್.ಶಾಲಿನಿ, ಹೆಚ್ಚುವರಿ ನಿರ್ದೇಶಕ ಡಾ. ಶೋಭಾ ಜಿ. ಸೇರಿದಂತೆ ಇತರರು ಹಾಜರಿದ್ದರು. xyxy=(1273,1782,1505,1987)
story4-column-1: ಬೆಂಗಳೂರು : ರಾಜಸ್ಥಾನ ಮಿತ್ರ ಮಂಡಲದಿಂದ ಬೆಂಗಳೂರು ನ ರಾಜಾಜಿನಗರದಲ್ಲಿ ಇಂದಿರಾ ರಾಜಸ್ಥಾನ ಜೈನ ಸಹೋದರರಿಗಾಗಿ ಶಾಂತಿನಗರ್ ನ ಬೋರನ ಸ್ಟೇಡಿಯಂನಲ್ಲಿ 10 ನೇ ಆರ್.ಎಂ.ಎಂ ಕಪ್ 2025 ವಾಲಿಬಾಲ್ ಪಂದ್ಯಾವಳಿ ಆರಂಭವಾಗಿದೆ. ಫೆಬ್ರವರಿ 2 ರ ವರೆಗೆ ಈ ಮೂರು ದಿನಗಳ ಕಾಲ 12 ತಂಡಗಳ ಪಂದ್ಯ ನಡೆಯಲಿದೆ. ಪಂದ್ಯಾವಳಿಗೆ ಎಸ್ ಪಿ ಎಂ ಸಹಕಾರ ಸಂಘದ ಅಧ್ಯಕ್ಷ ಪಿ.ಸಿ.ಮೋಹನ್ ಸೇರಿ ಗಣ್ಯರು ಚಾಲನೆ ನೀಡಿದರು. xyxy=(31,1458,259,1575)
story4-column-2: ಅವರು ಕ್ರೀಡಾಕೂಟಕ್ಕೆ ಚಾಲನೆ ನೀಡಿದರು. ಜೈನ ಸಮುದಾಯದ ಮುಖಂಡರಾದ ಜಿತೇಂದ್ರ, ಮಹಾವೀರ್, ರಮೇಶ್ ರೋಷನ್, ಪ್ರವೀಣ, ಗೌತಮ್, ಅನಿಲ್, ದಿಲೀಪ್, ಬರಾರ್, ಕಲ್ಪೇಶ್ ಹಾಗೂ ಇತರರು ಉಪಸ್ಥಿತರಿದ್ದರು. ರಾಜಸ್ಥಾನ ಜೈನ ಸಮುದಾಯದ ಯುವಕರಲ್ಲಿ ಕ್ರೀಡಾ ಮನೋಭಾವ ಬೆಳೆಸುವ ಉದ್ದೇಶದಿಂದ ಈ ಪಂದ್ಯಾವಳಿ ಆಯೋಜಿಸಲಾಗಿದ್ದು, ವಿಜೇತ ತಂಡಕ್ಕೆ ಆಕರ್ಷಕ ಟ್ರೋಫಿ ಹಾಗೂ ನಗದು ಬಹುಮಾನ ನೀಡಲಾಗುವುದು ಎಂದು ಆಯೋಜಕರು xyxy=(267,1602,588,1684)
story5-headline: ತಾಲೂಕಿನ ಜನತೆಗೆ ಶವಸಂಸ್ಕಾರಕ್ಕೆ ವಿದ್ಯುತ್ ಚಿತಾಗಾರಕ್ಕೆ ಸ್ಥಳಾವಕಾಶ ನೀಡಲು ತಹಸೀಲ್ದಾರ್‌ಗೆ ಮನವಿ xyxy=(717,1353,1384,1377)
issue-date: 30 ಜನವರಿ 2025 ಗುರುವಾರ xyxy=(604,22,964,56)
column-divider xyxy=(588,66,589,952)
story5-caption: ರಕ್ತ ಸಂಸ್ಕಾರ ಕಲ್ಪಿಸಿಕೊಡಬೇಕೆಂದು ಎಂದು ಮನವಿ ಅಧಿಕಾರಿಗಳು ಸ್ವೀಕರಿಸಿದರು. ಇದೇ ಸಂದರ್ಭದಲ್ಲಿ ರಾಜ್ಯ ಸಂಘಟನಾ ಕಾರ್ಯದರ್ಶಿ ಚಿಂತಾಮಣಿ, ಜಿಲ್ಲಾ ಸಮಿತಿ ಕಾರ್ಯದರ್ಶಿ ನಾಗರಾಜ್,ರಾಜ್ಯ ರೈತ ಘಟಕದ ಉಪಾಧ್ಯಕ್ಷ ಜಯರಾಮಯ್ಯ, xyxy=(908,1579,1202,1625)
newspaper-english-name: SUVARNA PALAR KANNADA DAILY xyxy=(972,29,1260,47)
story2-column-3: ಕಾಲಾಯಿಂದಾಗಿ ನ್ಯಾಯಾಲಯದ ಮುಂದೆ ಹಾಜರುಪಡಿಸಿ ಎಂದು ಸೂಚಿಸಿದರು. ಪೋಕ್ಸೊ ಪ್ರಕರಣಗಳು ನ್ಯಾಯಾಲಯಗಳಲ್ಲಿ ನಿರ್ಣಯ ಕಾಲದಿಂದ ಬಾಕಿ ಇದ್ದರೆ ವ್ಯಾಪಕವಾಗಿ ಜೊತೆ ಚರ್ಚಿಸಿ ಶೀಘ್ರ ಇತ್ಯರ್ಥ ಪಡಿಸಲು, ಜಿಲ್ಲಾ ನ್ಯಾಯಾಲಯಗಳಲ್ಲಿ ಕ್ರಮ ವಹಿಸಬೇಕು ಎಂದರು. ಅರಣ್ಯ ಹಕ್ಕು ಸಮಿತಿ ನಿಗದಿತವಾಗಿ ಸಭೆಗಳನ್ನು ನಡೆಸಿ, ಅರ್ಜಿ ಪರಿಶೀಲನೆಯಲ್ಲಿ ವಿಳಂಬವಾಗದಂತೆ ನೋಡಿಕೊಳ್ಳಬೇಕು. 3430 ಪ್ರಕರಣಗಳಲ್ಲಿ ಜಾತಿ ಪ್ರಮಾಣ ಪತ್ರ ಪರಿಶೀಲನೆ ಬಾಕಿ ಇದ್ದು, ಶೀಘ್ರವಾಗಿ ವಿಲೇವಾರಿ ಮಾಡಬೇಕು. ಹಕ್ಕುಪತ್ರ ನೀಡದ ಬಗ್ಗೆ ದೂರುಗಳು ಬಂದಿದ್ದು, ಕಂದಾಯ ಇಲಾಖೆ ಅಧಿಕಾರಿಗಳು ಇದನ್ನು ಆದ್ಯತೆ ಮೇಲೆ ಕೈಗೊಳ್ಳಬೇಕು. ಎಸ್ಸಿಎಸ್ಪಿ ಟಿಎಸ್ಪಿ ಕಾಯ್ದೆಯಡಿ ದಾಖಲಿಸಲಾದ 60 ದಿನಗಳ ಒಳಗಾಗಿ ಆರೋಪ ಪಟ್ಟಿ ದಾಖಲಿಸಬೇಕು. ಇನ್ನು 665 ಪ್ರಕರಣಗಳು 60 ದಿನಕ್ಕೆ ಬಾಕಿಯಿದ್ದು, ಇದನ್ನು ಶೀಘ್ರವಾಗಿ ಪೂರ್ಣಗೊಳಿಸಬೇಕು. ನ್ಯಾಯಾಲಯದಲ್ಲಿ ಶಿಕ್ಷೆ ಪ್ರಮಾಣ ಕಡಿಮೆಯಾಗುತ್ತಿರುವುದು ಸರಿಯಲ್ಲ. ಪ್ರತಿ ಜಿಲ್ಲೆಯಲ್ಲಿ ಡಿಸಿಆರ್‌ಇ ಠಾಣೆಗಳನ್ನು ಸ್ಥಾಪಿಸಿದ್ದು, ಅವುಗಳನ್ನು ಇನ್ನಷ್ಟು ಬಲಪಡಿಸಬೇಕು. ಅಪ್ರಾಪ್ತ ಬಾಲಕಿಯರ ಮೇಲಿನ ದೌರ್ಜನ್ಯ ಪ್ರಕರಣಗಳಲ್ಲಿ ಕಠಿಣ ಕ್ರಮ ಕೈಗೊಳ್ಳಬೇಕು. ಪ್ರಕರಣಗಳ ತನಿಖೆ 3 ವಾರದ ಒಳಗೆ ಪೂರ್ಣಗೊಳಿಸಿ, 18 ವರ್ಷದೊಳಗಿನ ಸಂತ್ರಸ್ತರ ಬಗ್ಗೆ ವಿಶೇಷ ಕಾಳಜಿ ವಹಿಸಬೇಕು. ಸುಳ್ಳು ಜಾತಿ ಪ್ರಮಾಣ ಪತ್ರ ಪ್ರಕರಣಗಳಲ್ಲಿ ಪ್ರಮಾಣ ಪತ್ರ ನೀಡಿದ ಅಧಿಕಾರಿಯನ್ನು ಸಹ ಆರೋಪಿಯನ್ನಾಗಿ ಮಾಡಬೇಕು. ಅಂತಹ ಅಧಿಕಾರಿಗಳ ವಿರುದ್ಧ ಕ್ರಮ ಕೈಗೊಳ್ಳಬೇಕು. ಸಭೆಯಲ್ಲಿ ಸಮಾಜ ಕಲ್ಯಾಣ ಇಲಾಖೆ ಅಧಿಕಾರಿಗಳು ಉಪಸ್ಥಿತರಿದ್ದರು. xyxy=(1207,363,1505,672)
